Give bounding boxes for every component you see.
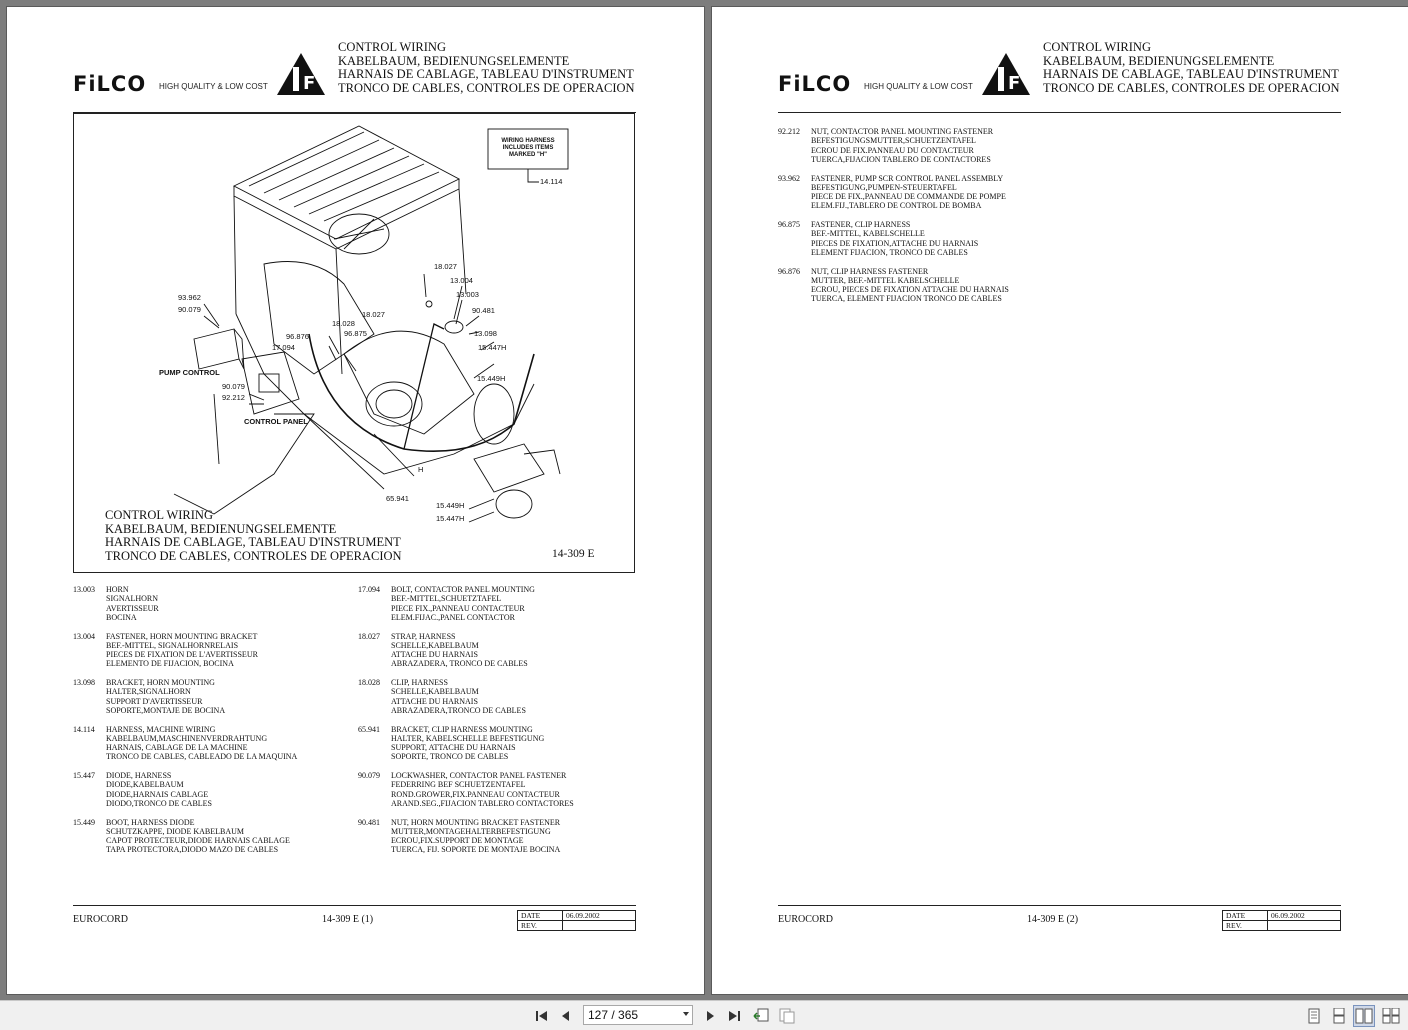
part-description <box>106 771 212 808</box>
part-description-line: ARAND.SEG.,FIJACION TABLERO CONTACTORES <box>391 798 574 808</box>
page-number-select[interactable] <box>583 1005 693 1025</box>
part-description <box>391 585 535 622</box>
callout-label: 96.876 <box>286 332 309 341</box>
callout-label: 65.941 <box>386 494 409 503</box>
part-description-line: BOOT, HARNESS DIODE <box>106 817 195 827</box>
rev-value <box>563 921 636 931</box>
footer-page-ref: 14-309 E (1) <box>322 914 374 925</box>
single-page-view-button[interactable] <box>1303 1005 1325 1027</box>
part-number: 14.114 <box>73 724 95 734</box>
callout-label: H <box>418 465 424 474</box>
part-description <box>811 174 1006 211</box>
last-page-button[interactable] <box>723 1005 745 1027</box>
part-description-line: ELEMENT FIJACION, TRONCO DE CABLES <box>811 247 968 257</box>
two-page-icon <box>1355 1008 1373 1024</box>
next-page-button[interactable] <box>699 1005 721 1027</box>
part-description-line: TUERCA, FIJ. SOPORTE DE MONTAJE BOCINA <box>391 845 561 855</box>
callout-label: 15.447H <box>436 514 465 523</box>
part-description-line: TRONCO DE CABLES, CABLEADO DE LA MAQUINA <box>106 752 298 762</box>
part-number: 90.079 <box>358 771 380 780</box>
part-number: 93.962 <box>778 173 800 183</box>
header-title-line: KABELBAUM, BEDIENUNGSELEMENTE <box>1043 53 1275 68</box>
part-description-line: CAPOT PROTECTEUR,DIODE HARNAIS CABLAGE <box>106 836 290 846</box>
part-description <box>391 678 526 715</box>
filco-triangle-icon <box>980 51 1032 97</box>
part-description <box>391 818 560 855</box>
figure-title-line: CONTROL WIRING <box>105 508 213 522</box>
part-number: 18.027 <box>358 631 380 641</box>
part-number: 15.447 <box>73 771 95 780</box>
note-line: INCLUDES ITEMS <box>502 145 554 151</box>
part-description-line: BEFESTIGUNGSMUTTER,SCHUETZENTAFEL <box>811 136 976 146</box>
footer-date-table <box>517 910 636 931</box>
document-page-right <box>712 7 1408 994</box>
callout-label: 90.079 <box>222 382 245 391</box>
date-value: 06.09.2002 <box>563 911 636 921</box>
date-label: DATE <box>518 911 563 921</box>
rev-label: REV. <box>1223 921 1268 931</box>
two-page-view-button[interactable] <box>1353 1005 1375 1027</box>
header-title-line: HARNAIS DE CABLAGE, TABLEAU D'INSTRUMENT <box>1043 67 1339 81</box>
part-number: 92.212 <box>778 127 800 136</box>
figure-title-line: HARNAIS DE CABLAGE, TABLEAU D'INSTRUMENT <box>105 535 401 549</box>
header-titles <box>338 41 635 95</box>
part-description-line: FASTENER, HORN MOUNTING BRACKET <box>106 631 258 641</box>
part-description-line: DIODE,HARNAIS CABLAGE <box>106 789 209 799</box>
callout-label: 93.962 <box>178 293 201 302</box>
callout-label: 90.481 <box>472 306 495 315</box>
brand-name: FiLCO <box>73 72 147 96</box>
part-description <box>106 725 297 762</box>
part-description-line: BRACKET, CLIP HARNESS MOUNTING <box>391 724 533 734</box>
document-page-left <box>7 7 704 994</box>
part-description-line: BEF.-MITTEL, KABELSCHELLE <box>811 229 925 239</box>
part-description-line: HORN <box>106 585 129 594</box>
callout-label: 18.027 <box>434 262 457 271</box>
part-description-line: SCHUTZKAPPE, DIODE KABELBAUM <box>106 826 245 836</box>
footer-model: EUROCORD <box>73 914 129 925</box>
part-description <box>811 127 993 164</box>
part-number: 17.094 <box>358 585 380 594</box>
page-indicator: 127 / 365 <box>588 1008 639 1022</box>
callout-label: 92.212 <box>222 393 245 402</box>
part-description <box>811 267 1009 304</box>
part-description-line: SCHELLE,KABELBAUM <box>391 640 479 650</box>
part-description-line: MUTTER,MONTAGEHALTERBEFESTIGUNG <box>391 826 551 836</box>
part-description-line: PIECE FIX.,PANNEAU CONTACTEUR <box>391 603 525 613</box>
wiring-diagram-figure <box>73 113 635 573</box>
part-description-line: SUPPORT, ATTACHE DU HARNAIS <box>391 743 516 753</box>
part-description-line: NUT, HORN MOUNTING BRACKET FASTENER <box>391 817 561 827</box>
date-label: DATE <box>1223 911 1268 921</box>
header-title-line: HARNAIS DE CABLAGE, TABLEAU D'INSTRUMENT <box>338 67 634 81</box>
header-title-line: TRONCO DE CABLES, CONTROLES DE OPERACION <box>1043 80 1340 95</box>
part-description-line: ELEMENTO DE FIJACION, BOCINA <box>106 659 234 669</box>
part-description-line: BOLT, CONTACTOR PANEL MOUNTING <box>391 585 535 594</box>
callout-label: 15.449H <box>436 501 465 510</box>
rev-label: REV. <box>518 921 563 931</box>
part-description <box>106 632 258 669</box>
callout-label: 18.028 <box>332 319 355 328</box>
part-description-line: STRAP, HARNESS <box>391 631 456 641</box>
part-description-line: ROND.GROWER,FIX.PANNEAU CONTACTEUR <box>391 789 560 799</box>
chevron-down-icon <box>683 1012 689 1016</box>
part-description-line: SCHELLE,KABELBAUM <box>391 687 479 697</box>
part-description-line: BEF.-MITTEL, SIGNALHORNRELAIS <box>106 640 239 650</box>
continuous-view-button[interactable] <box>1328 1005 1350 1027</box>
first-page-icon <box>535 1009 549 1023</box>
filco-triangle-icon <box>275 51 327 97</box>
part-description-line: HARNAIS, CABLAGE DE LA MACHINE <box>106 743 248 753</box>
go-back-button[interactable] <box>750 1005 772 1027</box>
callout-label: 15.447H <box>478 343 507 352</box>
two-page-continuous-icon <box>1382 1008 1400 1024</box>
callout-label: 15.449H <box>477 374 506 383</box>
part-description-line: SOPORTE, TRONCO DE CABLES <box>391 752 509 762</box>
header-title-line: TRONCO DE CABLES, CONTROLES DE OPERACION <box>338 80 635 95</box>
footer-divider <box>778 905 1341 906</box>
part-description-line: HALTER,SIGNALHORN <box>106 687 191 697</box>
part-description-line: DIODO,TRONCO DE CABLES <box>106 798 212 808</box>
part-description-line: FASTENER, CLIP HARNESS <box>811 220 911 229</box>
brand-name: FiLCO <box>778 72 852 96</box>
go-back-view-icon <box>752 1008 770 1024</box>
note-line: WIRING HARNESS <box>501 138 555 144</box>
rev-value <box>1268 921 1341 931</box>
part-description-line: MUTTER, BEF.-MITTEL KABELSCHELLE <box>811 275 960 285</box>
part-description-line: ELEM.FIJAC.,PANEL CONTACTOR <box>391 612 515 622</box>
part-description <box>391 725 544 762</box>
note-line: MARKED "H" <box>508 152 548 158</box>
callout-label: 18.027 <box>362 310 385 319</box>
brand-tagline: HIGH QUALITY & LOW COST <box>864 82 973 91</box>
part-description <box>391 632 528 669</box>
figure-titles <box>105 509 402 563</box>
single-page-icon <box>1307 1008 1321 1024</box>
part-number: 13.004 <box>73 631 95 641</box>
part-description-line: SUPPORT D'AVERTISSEUR <box>106 696 203 706</box>
part-description-line: DIODE,KABELBAUM <box>106 780 184 790</box>
header-titles <box>1043 41 1340 95</box>
part-description <box>106 678 225 715</box>
part-description <box>391 771 574 808</box>
part-number: 13.003 <box>73 585 95 594</box>
part-number: 96.875 <box>778 220 800 229</box>
part-description-line: LOCKWASHER, CONTACTOR PANEL FASTENER <box>391 771 567 780</box>
footer-divider <box>73 905 636 906</box>
part-description-line: DIODE, HARNESS <box>106 771 172 780</box>
callout-label: 13.098 <box>474 329 497 338</box>
part-description-line: HALTER, KABELSCHELLE BEFESTIGUNG <box>391 733 545 743</box>
footer-model: EUROCORD <box>778 914 834 925</box>
footer-date-table <box>1222 910 1341 931</box>
part-description-line: ECROU,FIX.SUPPORT DE MONTAGE <box>391 836 524 846</box>
part-description-line: PIECES DE FIXATION,ATTACHE DU HARNAIS <box>811 238 979 248</box>
header-title-line: KABELBAUM, BEDIENUNGSELEMENTE <box>338 53 570 68</box>
forklift-wiring-illustration <box>74 114 634 572</box>
part-description-line: NUT, CLIP HARNESS FASTENER <box>811 266 929 276</box>
part-description-line: HARNESS, MACHINE WIRING <box>106 724 216 734</box>
part-description-line: ECROU DE FIX.PANNEAU DU CONTACTEUR <box>811 145 974 155</box>
brand-tagline: HIGH QUALITY & LOW COST <box>159 82 268 91</box>
callout-label: 13.004 <box>450 276 473 285</box>
header-title-line: CONTROL WIRING <box>338 40 446 54</box>
go-forward-button[interactable] <box>776 1005 798 1027</box>
part-description-line: KABELBAUM,MASCHINENVERDRAHTUNG <box>106 733 268 743</box>
go-forward-view-icon <box>778 1008 796 1024</box>
part-number: 96.876 <box>778 266 800 276</box>
callout-label: 13.003 <box>456 290 479 299</box>
part-description-line: PIECE DE FIX.,PANNEAU DE COMMANDE DE POMPE <box>811 192 1006 202</box>
part-description-line: BOCINA <box>106 612 137 622</box>
part-description-line: ABRAZADERA,TRONCO DE CABLES <box>391 705 526 715</box>
part-description-line: NUT, CONTACTOR PANEL MOUNTING FASTENER <box>811 127 994 136</box>
part-description-line: ATTACHE DU HARNAIS <box>391 696 478 706</box>
part-description-line: TUERCA,FIJACION TABLERO DE CONTACTORES <box>811 154 991 164</box>
last-page-icon <box>727 1009 741 1023</box>
part-description <box>106 818 290 855</box>
part-description <box>106 585 159 622</box>
part-number: 90.481 <box>358 817 380 827</box>
figure-title-line: KABELBAUM, BEDIENUNGSELEMENTE <box>105 521 337 536</box>
svg-text:F: F <box>1008 73 1021 94</box>
part-description-line: ECROU, PIECES DE FIXATION ATTACHE DU HARNAIS <box>811 285 1009 295</box>
callout-label: 90.079 <box>178 305 201 314</box>
part-description-line: CLIP, HARNESS <box>391 678 448 687</box>
previous-page-icon <box>559 1009 573 1023</box>
part-number: 13.098 <box>73 678 95 687</box>
figure-title-line: TRONCO DE CABLES, CONTROLES DE OPERACION <box>105 548 402 563</box>
callout-label: PUMP CONTROL <box>159 368 220 377</box>
part-description-line: ATTACHE DU HARNAIS <box>391 650 478 660</box>
part-description-line: BEFESTIGUNG,PUMPEN-STEUERTAFEL <box>811 182 957 192</box>
header-divider <box>778 112 1341 113</box>
part-description-line: BRACKET, HORN MOUNTING <box>106 678 215 687</box>
callout-label: 96.875 <box>344 329 367 338</box>
continuous-page-icon <box>1332 1008 1346 1024</box>
header-title-line: CONTROL WIRING <box>1043 40 1151 54</box>
callout-label: CONTROL PANEL <box>244 417 308 426</box>
date-value: 06.09.2002 <box>1268 911 1341 921</box>
part-description-line: PIECES DE FIXATION DE L'AVERTISSEUR <box>106 650 258 660</box>
part-number: 18.028 <box>358 678 380 687</box>
svg-text:F: F <box>303 73 316 94</box>
part-description-line: TUERCA, ELEMENT FIJACION TRONCO DE CABLES <box>811 294 1002 304</box>
viewer-toolbar <box>0 1000 1408 1030</box>
part-description-line: SIGNALHORN <box>106 594 158 604</box>
part-description-line: FEDERRING BEF SCHUETZENTAFEL <box>391 780 526 790</box>
part-number: 15.449 <box>73 817 95 827</box>
part-description <box>811 220 978 257</box>
part-description-line: SOPORTE,MONTAJE DE BOCINA <box>106 705 226 715</box>
part-description-line: ELEM.FIJ.,TABLERO DE CONTROL DE BOMBA <box>811 201 982 211</box>
part-description-line: FASTENER, PUMP SCR CONTROL PANEL ASSEMBLY <box>811 173 1004 183</box>
footer-page-ref: 14-309 E (2) <box>1027 914 1079 925</box>
part-number: 65.941 <box>358 724 380 734</box>
figure-reference: 14-309 E <box>552 548 595 560</box>
part-description-line: AVERTISSEUR <box>106 603 159 613</box>
part-description-line: ABRAZADERA, TRONCO DE CABLES <box>391 659 528 669</box>
previous-page-button[interactable] <box>555 1005 577 1027</box>
first-page-button[interactable] <box>531 1005 553 1027</box>
callout-label: 17.094 <box>272 343 295 352</box>
part-description-line: BEF.-MITTEL,SCHUETZTAFEL <box>391 594 502 604</box>
callout-label: 14.114 <box>540 177 563 186</box>
two-page-continuous-view-button[interactable] <box>1380 1005 1402 1027</box>
next-page-icon <box>703 1009 717 1023</box>
part-description-line: TAPA PROTECTORA,DIODO MAZO DE CABLES <box>106 845 279 855</box>
